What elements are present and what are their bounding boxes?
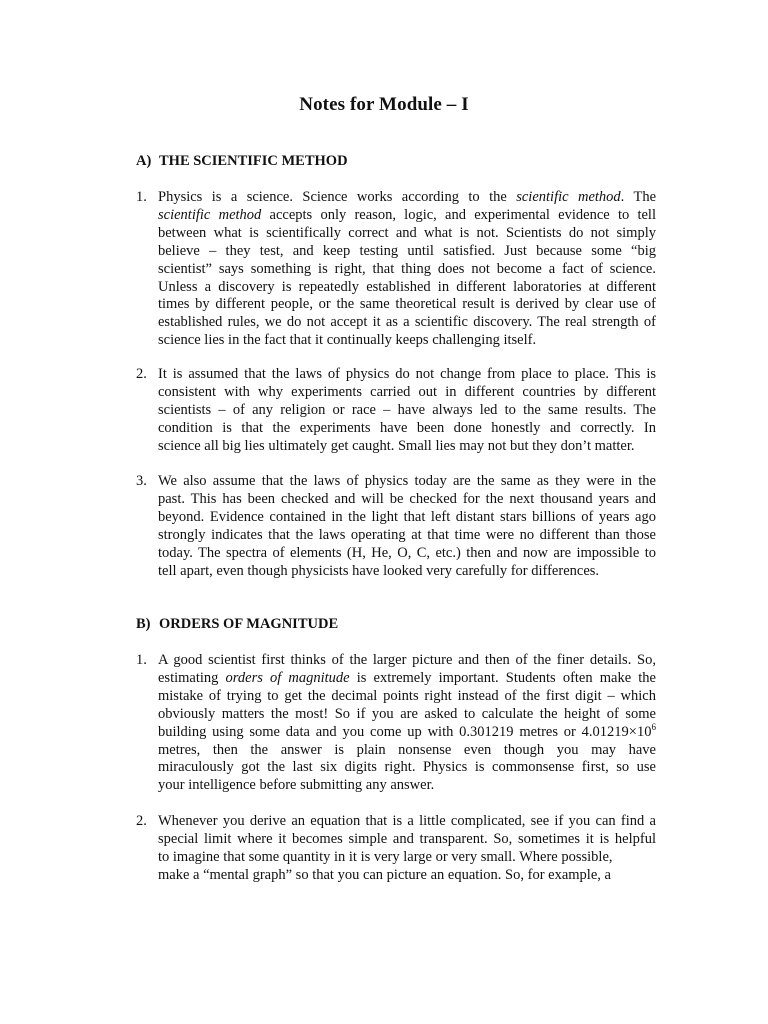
item-text: We also assume that the laws of physics today are the same as they were in the past. This has been checked and will be checked for the next thousand years and beyond. Evidence contained in the light that left distant stars billions of years ago strongly indicates that the laws operating at that time were no different than those today. The spectra of elements (H, He, O, C, etc.) then and now are impossible to tell apart, even though physicists have looked very carefully for differences. [158, 473, 656, 579]
item-text: A good scientist first thinks of the larger picture and then of the finer details. So, estimating orders of magnitude is extremely important. Students often make the mistake of trying to get the decimal points right instead of the first digit – which obviously matters the most! So if you are asked to calculate the height of some building using some data and you come up with 0.301219 metres or $4.01219\times 10^6$ metres, then the answer is plain nonsense even though you may have miraculously got the last six digits right. Physics is commonsense first, so use your intelligence before submitting any answer. [158, 652, 656, 794]
section-letter: A) [136, 153, 152, 169]
item-number: 1. [136, 652, 147, 668]
item-number: 1. [136, 189, 147, 205]
section-heading-a [136, 153, 348, 170]
item-text: It is assumed that the laws of physics do not change from place to place. This is consistent with why experiments carried out in different countries by different scientists – of any religion or race – have always led to the same results. The condition is that the experiments have been done honestly and correctly. In science all big lies ultimately get caught. Small lies may not but they don’t matter. [158, 366, 656, 454]
section-letter: B) [136, 616, 151, 632]
item-text: Whenever you derive an equation that is a little complicated, see if you can find a special limit where it becomes simple and transparent. So, sometimes it is helpful to imagine that some quantity in it is very large or very small. Where possible, make a “mental graph” so that you can picture an equation. So, for example, a [158, 813, 656, 883]
page-title: Notes for Module – I [299, 94, 469, 115]
item-number: 2. [136, 366, 147, 382]
list-item [136, 652, 656, 795]
section-title: THE SCIENTIFIC METHOD [159, 153, 348, 169]
item-text: Physics is a science. Science works according to the scientific method. The scientific method accepts only reason, logic, and experimental evidence to tell between what is scientifically correct and what is not. Scientists do not simply believe – they test, and keep testing until satisfied. Just because some “big scientist” says something is right, that thing does not become a fact of science. Unless a discovery is repeatedly established in different laboratories at different times by different people, or the same theoretical result is derived by clear use of established rules, we do not accept it as a scientific discovery. The real strength of science lies in the fact that it continually keeps challenging itself. [158, 189, 657, 349]
list-item [136, 366, 656, 456]
section-title: ORDERS OF MAGNITUDE [159, 616, 339, 632]
list-item [136, 189, 656, 350]
list-item [136, 473, 656, 580]
item-number: 2. [136, 813, 147, 829]
section-heading-b [136, 616, 338, 633]
item-number: 3. [136, 473, 147, 489]
list-item [136, 813, 656, 885]
